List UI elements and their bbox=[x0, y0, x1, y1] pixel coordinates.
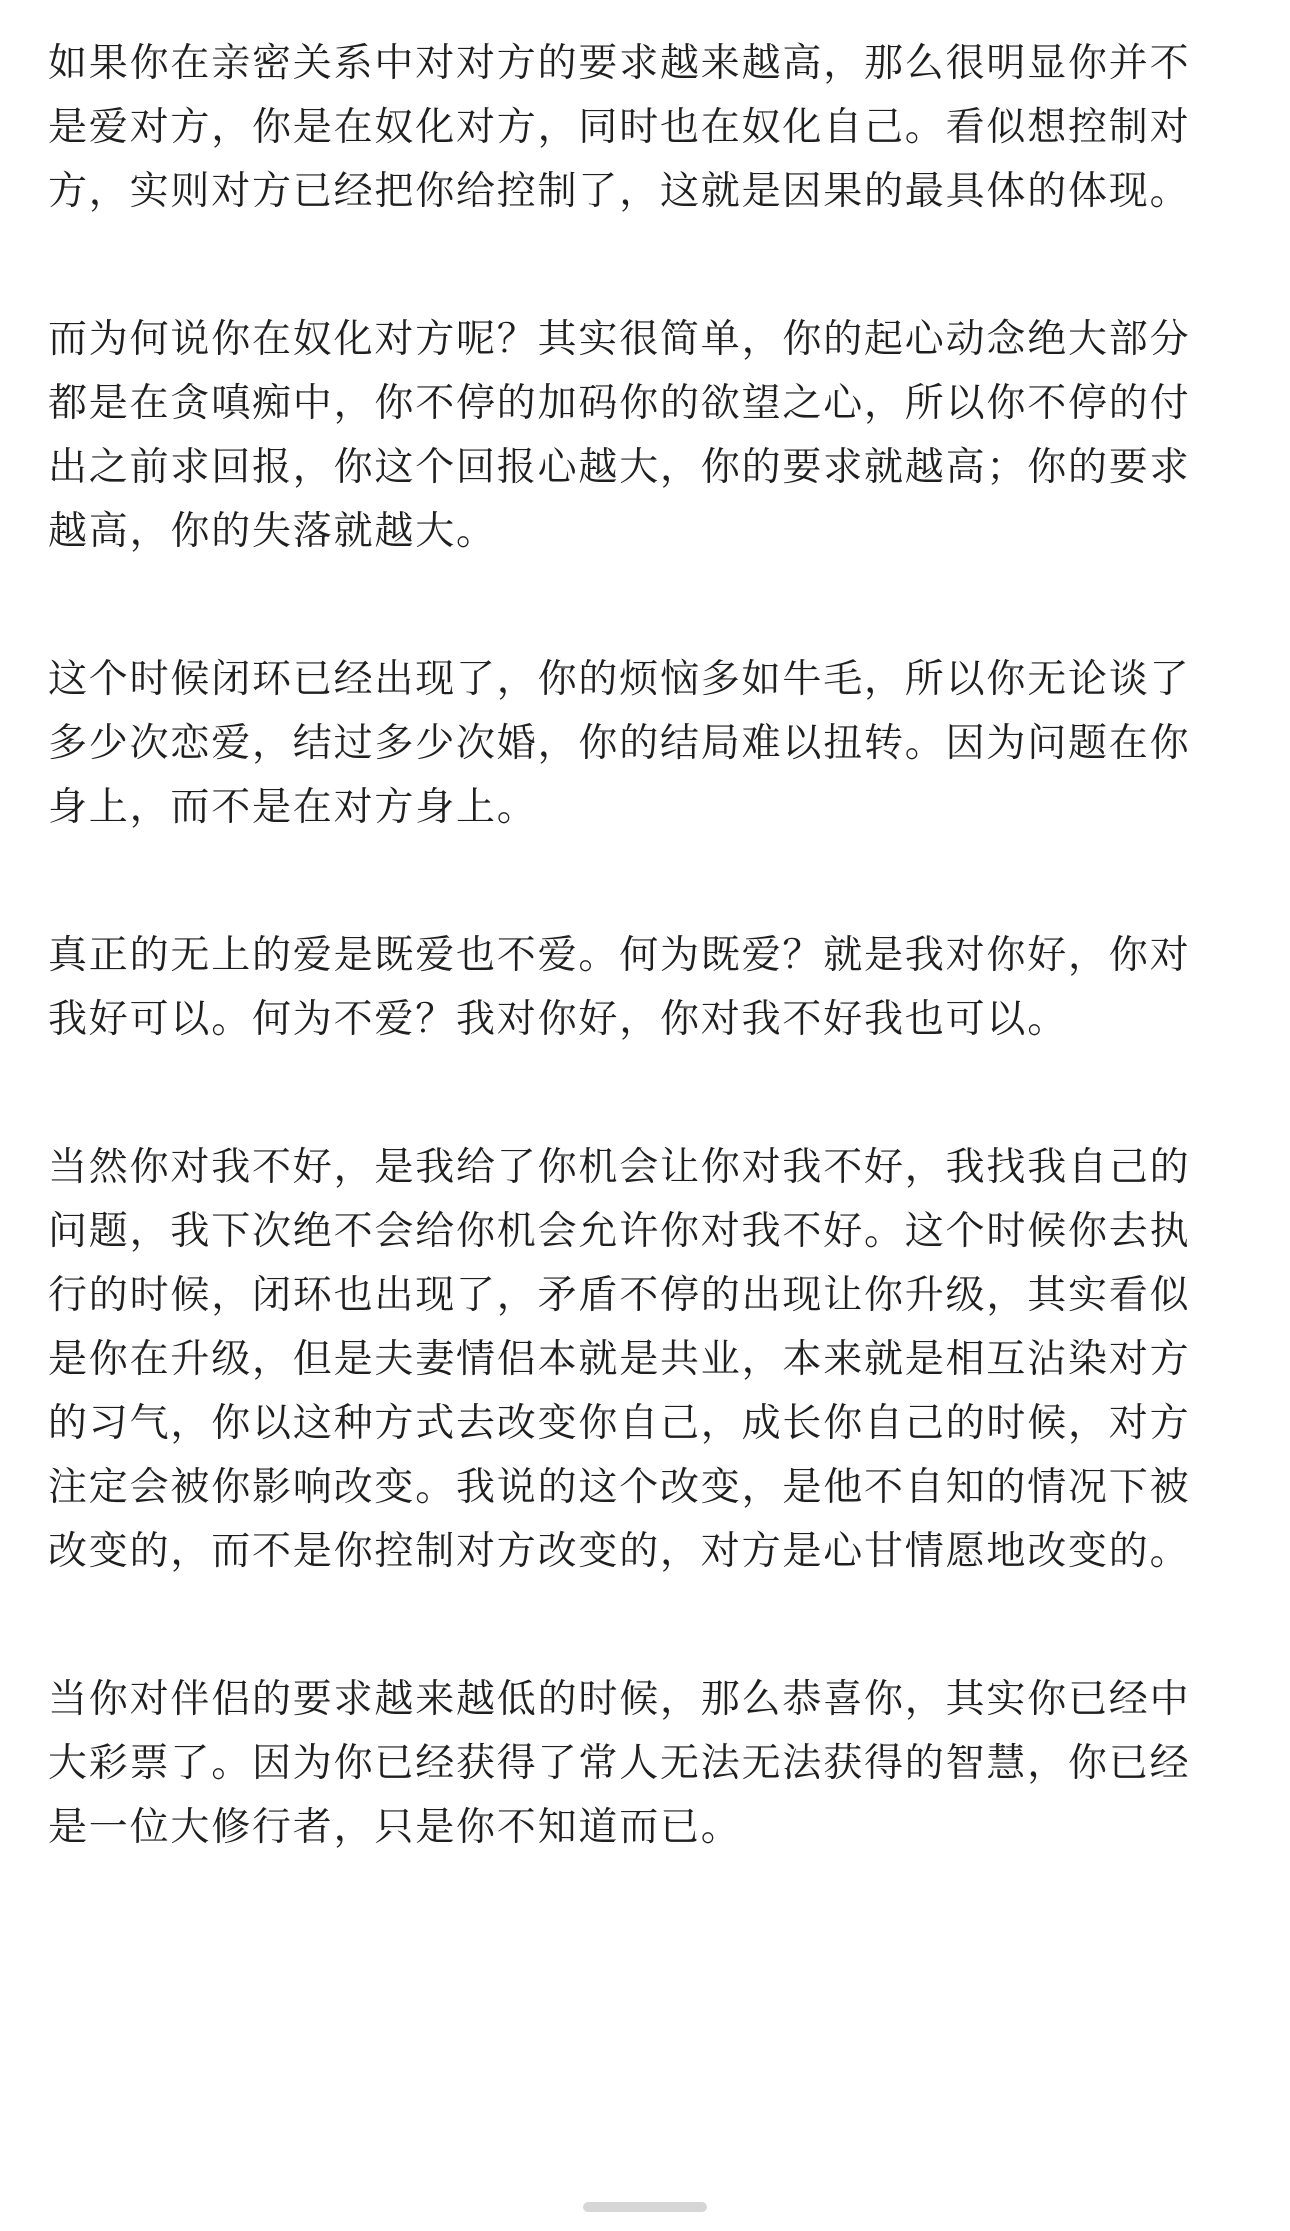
paragraph: 这个时候闭环已经出现了，你的烦恼多如牛毛，所以你无论谈了多少次恋爱，结过多少次婚，你的结局难以扭转。因为问题在你身上，而不是在对方身上。 bbox=[48, 657, 1191, 830]
paragraph: 真正的无上的爱是既爱也不爱。何为既爱？就是我对你好，你对我好可以。何为不爱？我对你好，你对我不好我也可以。 bbox=[48, 933, 1191, 1042]
home-indicator[interactable] bbox=[583, 2202, 707, 2212]
paragraph: 当然你对我不好，是我给了你机会让你对我不好，我找我自己的问题，我下次绝不会给你机会允许你对我不好。这个时候你去执行的时候，闭环也出现了，矛盾不停的出现让你升级，其实看似是你在升级，但是夫妻情侣本就是共业，本来就是相互沾染对方的习气，你以这种方式去改变你自己，成长你自己的时候，对方注定会被你影响改变。我说的这个改变，是他不自知的情况下被改变的，而不是你控制对方改变的，对方是心甘情愿地改变的。 bbox=[48, 1145, 1191, 1574]
paragraph: 当你对伴侣的要求越来越低的时候，那么恭喜你，其实你已经中大彩票了。因为你已经获得了常人无法无法获得的智慧，你已经是一位大修行者，只是你不知道而已。 bbox=[48, 1677, 1191, 1850]
article-body bbox=[48, 32, 1228, 1860]
paragraph: 而为何说你在奴化对方呢？其实很简单，你的起心动念绝大部分都是在贪嗔痴中，你不停的加码你的欲望之心，所以你不停的付出之前求回报，你这个回报心越大，你的要求就越高；你的要求越高，你的失落就越大。 bbox=[48, 317, 1191, 554]
paragraph: 如果你在亲密关系中对对方的要求越来越高，那么很明显你并不是爱对方，你是在奴化对方，同时也在奴化自己。看似想控制对方，实则对方已经把你给控制了，这就是因果的最具体的体现。 bbox=[48, 41, 1191, 214]
